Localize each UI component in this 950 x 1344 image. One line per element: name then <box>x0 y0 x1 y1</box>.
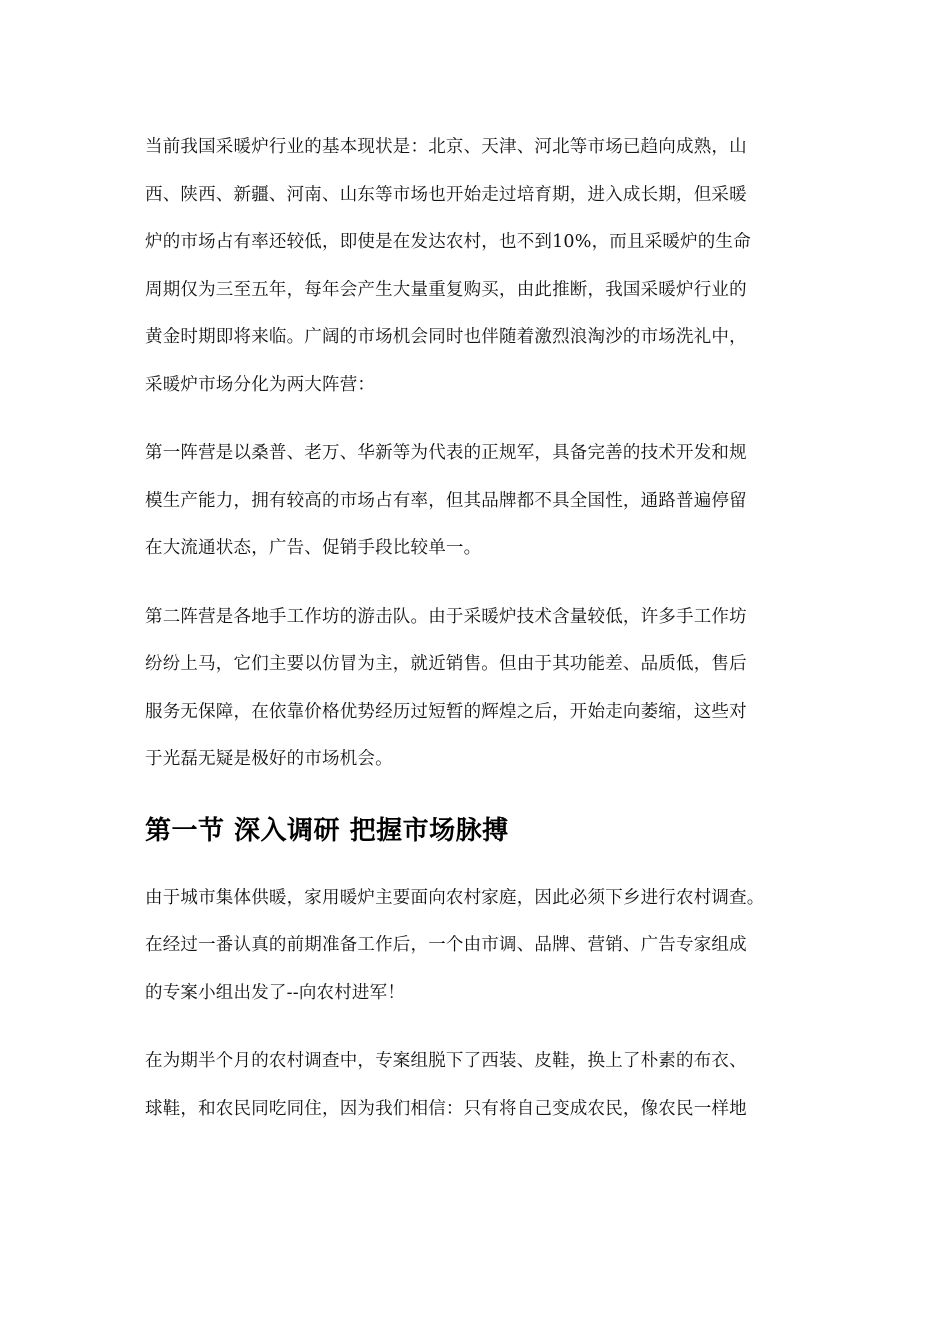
text-line: 西、陕西、新疆、河南、山东等市场也开始走过培育期，进入成长期，但采暖 <box>145 184 747 205</box>
text-line: 球鞋，和农民同吃同住，因为我们相信：只有将自己变成农民，像农民一样地 <box>145 1098 747 1119</box>
paragraph-survey-period <box>145 1038 805 1133</box>
paragraph-industry-status <box>145 124 805 409</box>
text-line: 采暖炉市场分化为两大阵营： <box>145 374 376 395</box>
text-line: 的专案小组出发了--向农村进军！ <box>145 982 406 1003</box>
text-line: 服务无保障，在依靠价格优势经历过短暂的辉煌之后，开始走向萎缩，这些对 <box>145 701 747 722</box>
text-line: 炉的市场占有率还较低，即使是在发达农村，也不到10%，而且采暖炉的生命 <box>145 232 751 252</box>
text-line: 在经过一番认真的前期准备工作后，一个由市调、品牌、营销、广告专家组成 <box>145 935 747 955</box>
text-line: 在为期半个月的农村调查中，专案组脱下了西装、皮鞋，换上了朴素的布衣、 <box>145 1051 747 1071</box>
paragraph-second-camp <box>145 594 805 784</box>
text-line: 模生产能力，拥有较高的市场占有率，但其品牌都不具全国性，通路普遍停留 <box>145 490 747 511</box>
text-line: 由于城市集体供暖，家用暖炉主要面向农村家庭，因此必须下乡进行农村调查。 <box>145 887 765 908</box>
paragraph-first-camp <box>145 430 805 573</box>
text-line: 周期仅为三至五年，每年会产生大量重复购买，由此推断，我国采暖炉行业的 <box>145 279 747 300</box>
section-heading: 第一节 深入调研 把握市场脉搏 <box>145 815 509 846</box>
text-line: 黄金时期即将来临。广阔的市场机会同时也伴随着激烈浪淘沙的市场洗礼中， <box>145 327 747 347</box>
text-line: 当前我国采暖炉行业的基本现状是：北京、天津、河北等市场已趋向成熟，山 <box>145 137 747 157</box>
document-body <box>145 124 805 1154</box>
paragraph-rural-survey <box>145 875 805 1018</box>
text-line: 第二阵营是各地手工作坊的游击队。由于采暖炉技术含量较低，许多手工作坊 <box>145 606 747 627</box>
text-line: 在大流通状态，广告、促销手段比较单一。 <box>145 538 482 558</box>
text-line: 于光磊无疑是极好的市场机会。 <box>145 749 393 769</box>
text-line: 纷纷上马，它们主要以仿冒为主，就近销售。但由于其功能差、品质低，售后 <box>145 654 747 674</box>
text-line: 第一阵营是以桑普、老万、华新等为代表的正规军，具备完善的技术开发和规 <box>145 443 747 463</box>
